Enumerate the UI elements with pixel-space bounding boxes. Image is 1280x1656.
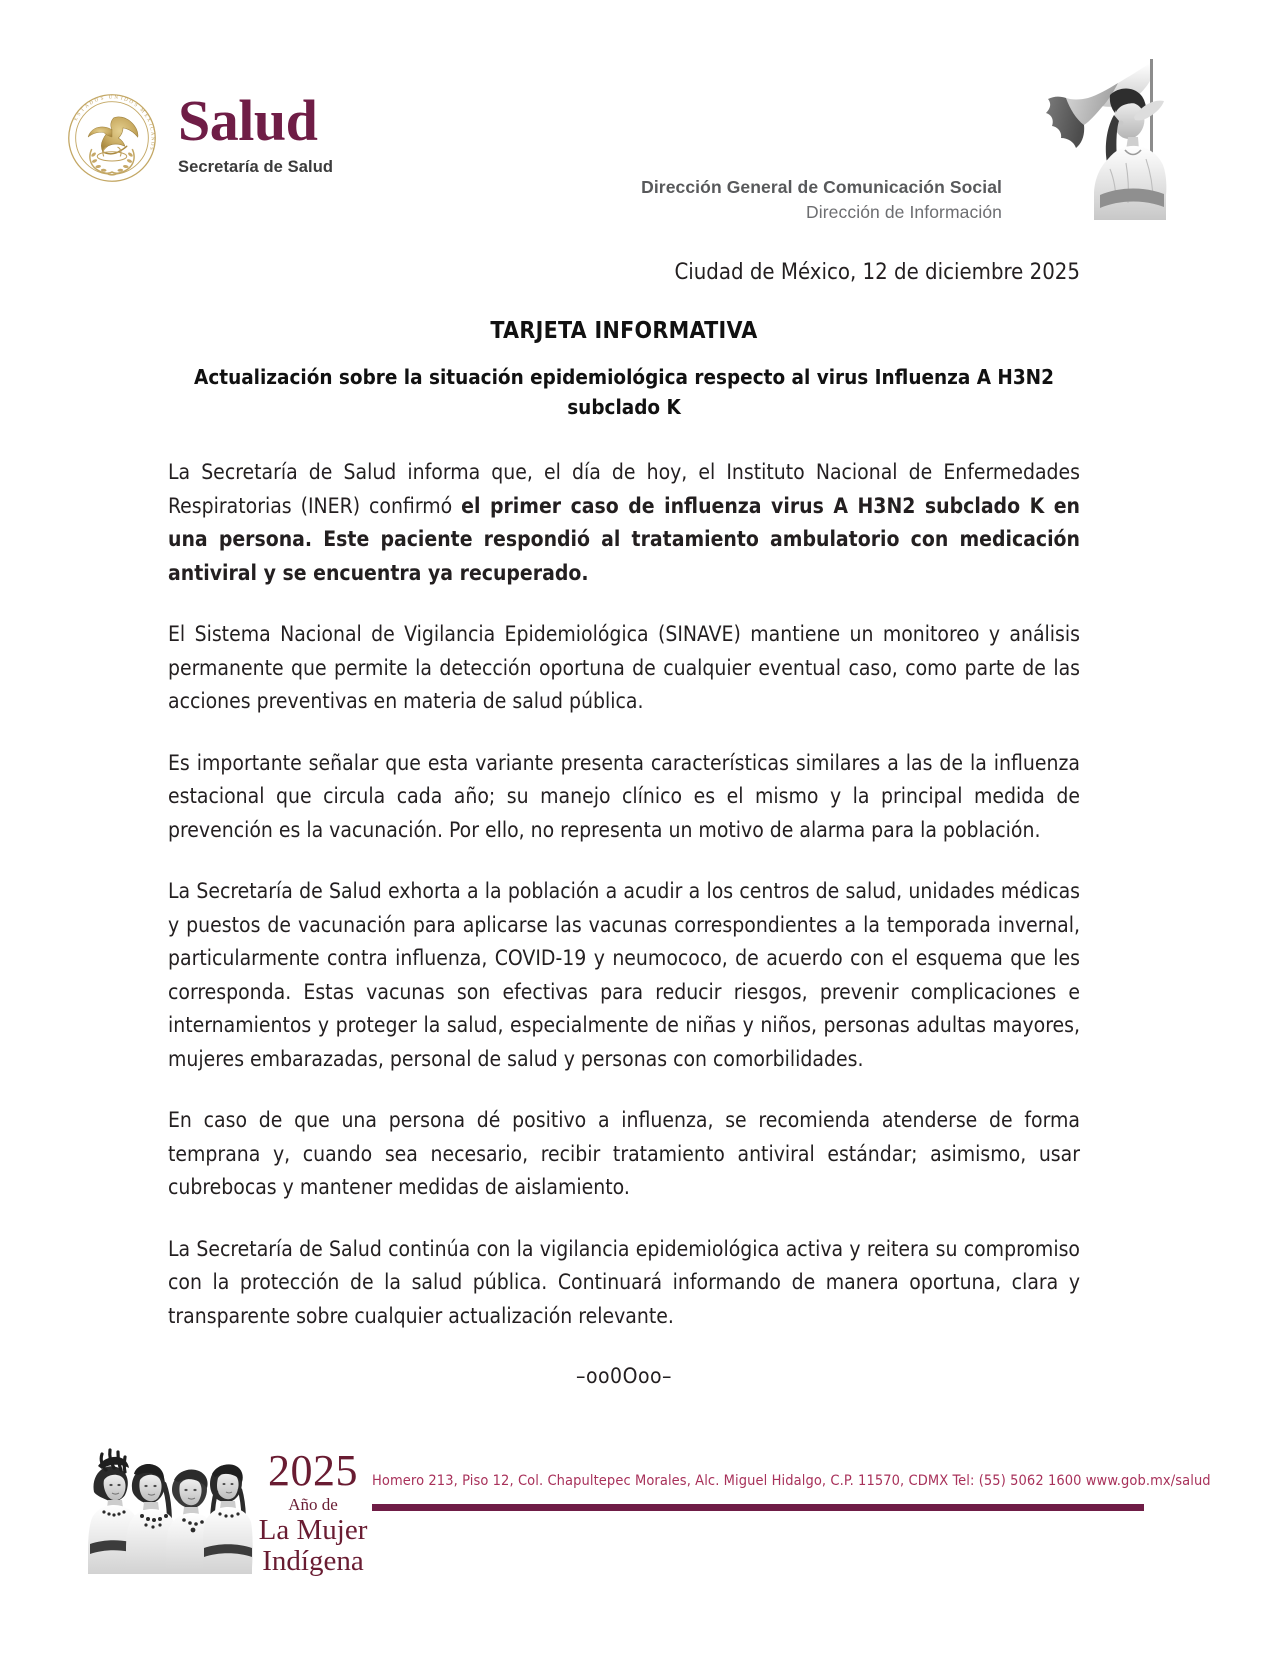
svg-text:A: A <box>84 103 91 110</box>
document-header <box>0 0 1280 250</box>
paragraph <box>168 1233 1080 1334</box>
document-footer <box>0 1426 1280 1656</box>
logo-subtitle: Secretaría de Salud <box>178 158 334 176</box>
footer-year-line3: Indígena <box>262 1545 364 1577</box>
woman-with-mexican-flag-image <box>1022 55 1172 220</box>
paragraph-text-run: El Sistema Nacional de Vigilancia Epidemiológica (SINAVE) mantiene un monitoreo y análisis permanente que permite la detección oportuna de cualquier eventual caso, como parte de las acciones preventivas en materia de salud pública. <box>168 622 1080 713</box>
communication-office-block <box>482 175 1002 225</box>
svg-text:C: C <box>148 126 154 132</box>
paragraph-text-run: Es importante señalar que esta variante presenta características similares a las de la influenza estacional que circula cada año; su manejo clínico es el mismo y la principal medida de prevención es la vacunación. Por ello, no representa un motivo de alarma para la población. <box>168 750 1080 842</box>
mexican-eagle-emblem-icon <box>66 92 158 184</box>
salud-logo <box>66 88 333 184</box>
svg-text:E: E <box>142 113 149 119</box>
svg-text:D: D <box>123 97 129 104</box>
paragraph <box>168 875 1080 1076</box>
footer-year-number: 2025 <box>268 1446 358 1495</box>
svg-text:I: I <box>120 96 124 102</box>
svg-text:D: D <box>89 100 95 107</box>
indigenous-women-illustration <box>80 1444 255 1574</box>
dateline: Ciudad de México, 12 de diciembre 2025 <box>674 260 1080 285</box>
svg-text:X: X <box>144 117 152 124</box>
svg-text:S: S <box>100 96 105 102</box>
svg-text:E: E <box>73 116 80 122</box>
paragraph-text-run: La Secretaría de Salud informa que, el día de hoy, el Instituto Nacional de Enfermedades Respiratorias (INER) confirmó <box>168 460 1080 518</box>
svg-text:M: M <box>138 107 146 115</box>
paragraph-text-run: La Secretaría de Salud exhorta a la población a acudir a los centros de salud, unidades médicas y puestos de vacunación para aplicarse las vacunas correspondientes a la temporada invernal, particularmente contra influenza, COVID-19 y neumococo, de acuerdo con el esquema que les corresponda. Estas vacunas son efectivas para reducir riesgos, prevenir complicaciones e internamientos y proteger la salud, especialmente de niñas y niños, personas adultas mayores, mujeres embarazadas, personal de salud y personas con comorbilidades. <box>168 879 1080 1071</box>
footer-year-line1: Año de <box>288 1495 338 1514</box>
paragraph-text-run: En caso de que una persona dé positivo a influenza, se recomienda atenderse de forma temprana y, cuando sea necesario, recibir tratamiento antiviral estándar; asimismo, usar cubrebocas y mantener medidas de aislamiento. <box>168 1108 1080 1199</box>
paragraph <box>168 618 1080 719</box>
svg-text:N: N <box>114 95 119 101</box>
logo-title: Salud <box>178 88 318 153</box>
information-office-title: Dirección de Información <box>806 202 1002 222</box>
dgcs-title: Dirección General de Comunicación Social <box>641 177 1002 197</box>
svg-text:O: O <box>148 141 155 146</box>
document-content <box>168 258 1080 1391</box>
paragraph-text-run: La Secretaría de Salud continúa con la vigilancia epidemiológica activa y reitera su compromiso con la protección de la salud pública. Continuará informando de manera oportuna, clara y transparente sobre cualquier actualización relevante. <box>168 1236 1080 1328</box>
footer-address: Homero 213, Piso 12, Col. Chapultepec Morales, Alc. Miguel Hidalgo, C.P. 11570, CDMX Tel: (55) 5062 1600 www.gob.mx/salud <box>372 1473 1211 1489</box>
paragraph <box>168 1104 1080 1205</box>
closing-separator: –oo0Ooo– <box>576 1364 672 1388</box>
paragraph <box>168 747 1080 848</box>
svg-text:U: U <box>108 95 113 101</box>
svg-text:O: O <box>94 97 100 104</box>
paragraph-list <box>168 456 1080 1333</box>
svg-text:N: N <box>149 136 155 141</box>
page-subtitle: Actualización sobre la situación epidemiológica respecto al virus Influenza A H3N2 subclado K <box>194 365 1054 419</box>
footer-divider <box>372 1504 1144 1511</box>
paragraph <box>168 456 1080 590</box>
footer-year-line2: La Mujer <box>258 1514 368 1546</box>
svg-text:A: A <box>149 131 155 136</box>
salud-wordmark <box>178 88 333 177</box>
svg-text:I: I <box>147 123 153 127</box>
svg-text:O: O <box>127 99 134 106</box>
paragraph-bold-run: el primer caso de influenza virus A H3N2 subclado K en una persona. Este paciente respondió al tratamiento ambulatorio con medicación antiviral y se encuentra ya recuperado. <box>168 493 1081 585</box>
svg-text:S: S <box>76 111 83 118</box>
year-of-indigenous-woman-logo <box>258 1448 368 1577</box>
page-title: TARJETA INFORMATIVA <box>490 318 758 344</box>
svg-text:S: S <box>132 102 139 109</box>
svg-text:S: S <box>147 146 154 151</box>
svg-text:T: T <box>80 107 87 114</box>
